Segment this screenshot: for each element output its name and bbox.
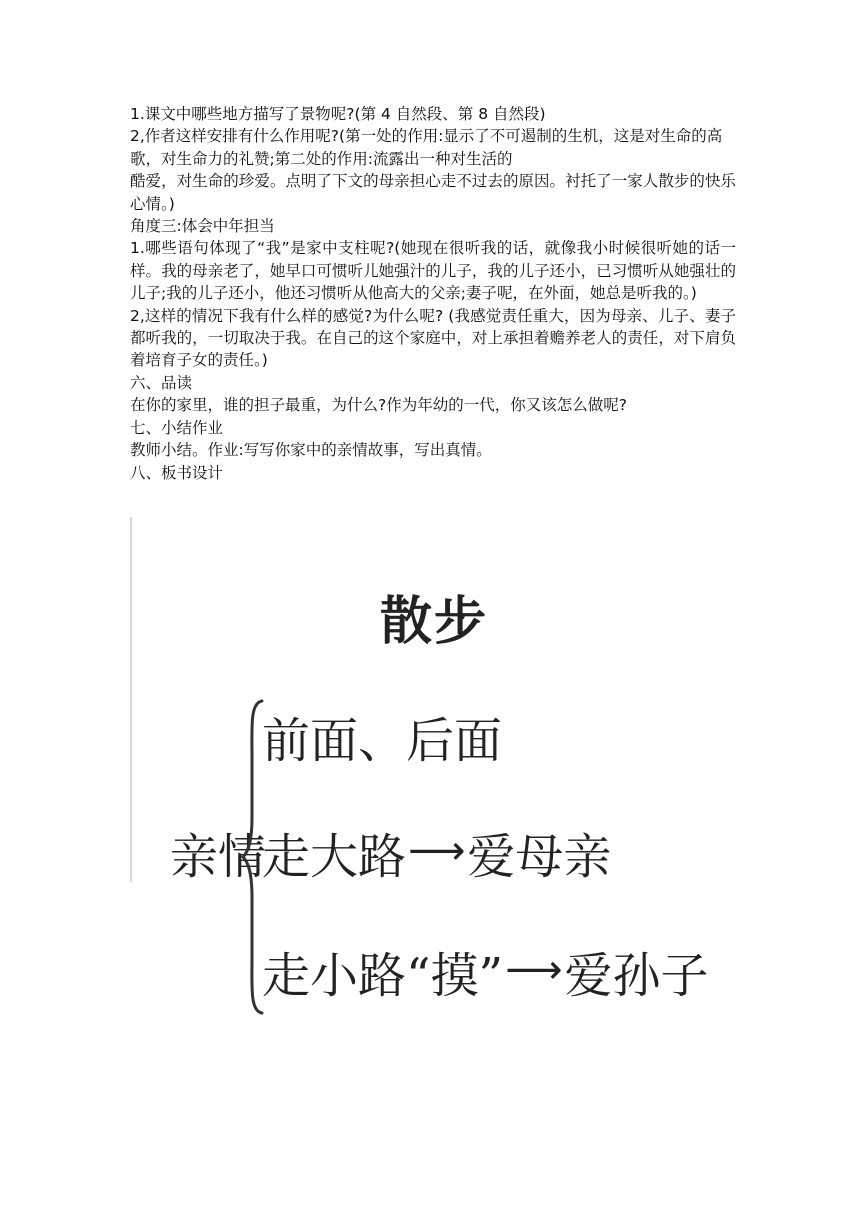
branch-3-label-b: 爱孙子: [564, 948, 709, 1004]
section-heading-angle-3: 角度三:体会中年担当: [130, 217, 275, 236]
board-root-label: 亲情: [170, 829, 267, 885]
paragraph-pillar-question: 1.哪些语句体现了“我”是家中支柱呢?(她现在很听我的话，就像我小时候很听她的话一样。我的母亲老了，她早口可惯听儿她强汁的儿子，我的儿子还小，已习惯听从她强壮的儿子;我的儿子还小，他还习惯听从他高大的父亲;妻子呢，在外面，她总是听我的。): [130, 239, 736, 303]
section-heading-reading: 六、品读: [130, 373, 193, 392]
section-heading-board-design: 八、板书设计: [130, 463, 224, 482]
branch-2-label-a: 走大路: [262, 829, 407, 885]
board-title: 散步: [380, 592, 489, 652]
right-arrow-icon: ⟶: [408, 827, 466, 874]
paragraph-homework: 教师小结。作业:写写你家中的亲情故事，写出真情。: [130, 441, 492, 460]
branch-1-label: 前面、后面: [262, 713, 503, 769]
image-edge-shadow: [130, 517, 133, 882]
board-design-figure: [130, 517, 709, 1017]
lesson-text: [130, 103, 736, 484]
branch-3-label-a: 走小路“摸”: [262, 948, 504, 1004]
section-heading-summary: 七、小结作业: [130, 418, 224, 437]
paragraph-question-2-continued: 酷爱，对生命的珍爱。点明了下文的母亲担心走不过去的原因。衬托了一家人散步的快乐心情。): [130, 172, 736, 213]
right-arrow-icon: ⟶: [505, 946, 563, 993]
board-branch-1: [262, 702, 502, 771]
paragraph-question-2: 2,作者这样安排有什么作用呢?(第一处的作用:显示了不可遏制的生机，这是对生命的高歌，对生命力的礼赞;第二处的作用:流露出一种对生活的: [130, 127, 723, 168]
paragraph-feeling-question: 2,这样的情况下我有什么样的感觉?为什么呢? (我感觉责任重大，因为母亲、儿子、妻子都听我的，一切取决于我。在自己的这个家庭中，对上承担着赡养老人的责任，对下肩负着培育子女的责任。): [130, 306, 736, 370]
board-branch-2: [262, 818, 611, 887]
branch-2-label-b: 爱母亲: [467, 829, 612, 885]
board-branch-3: [262, 937, 708, 1006]
paragraph-reading-question: 在你的家里，谁的担子最重，为什么?作为年幼的一代，你又该怎么做呢?: [130, 396, 627, 415]
paragraph-question-1: 1.课文中哪些地方描写了景物呢?(第 4 自然段、第 8 自然段): [130, 105, 546, 123]
